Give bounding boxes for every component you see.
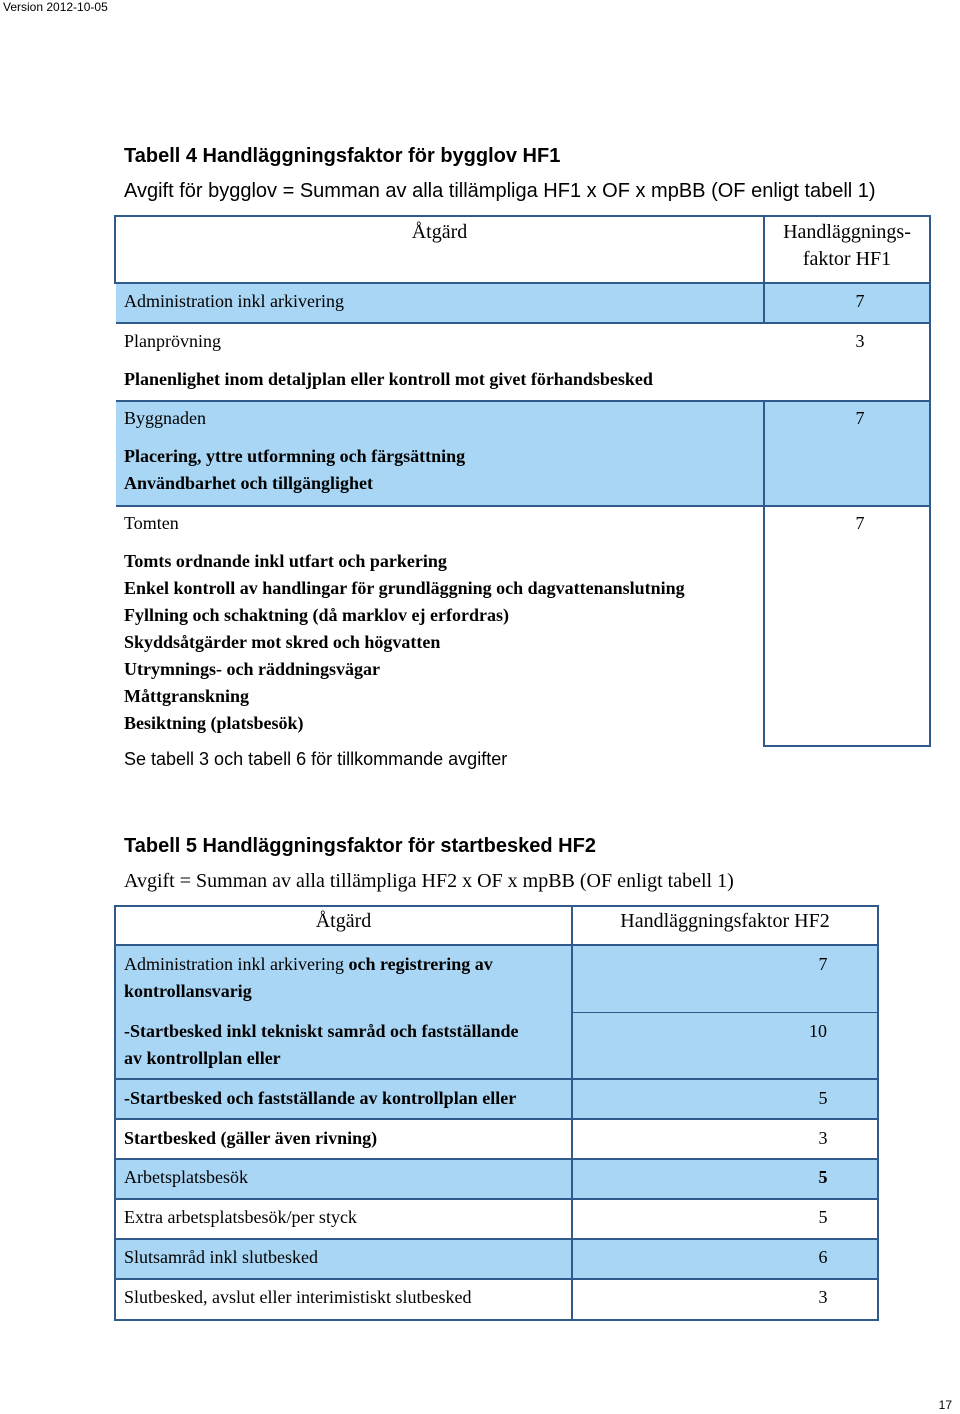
table5-title: Tabell 5 Handläggningsfaktor för startbesked HF2 xyxy=(124,835,596,857)
table4-row-detail: Användbarhet och tillgänglighet xyxy=(124,473,374,493)
table5-row6-value: 5 xyxy=(818,1207,828,1227)
table4-row-detail: Placering, yttre utformning och färgsättning xyxy=(124,446,466,466)
table4-row-detail: Tomts ordnande inkl utfart och parkering xyxy=(124,551,447,571)
table4-row-label: Planprövning xyxy=(124,331,221,351)
table5-row2-value: 10 xyxy=(809,1021,827,1041)
table5-row6-label: Extra arbetsplatsbesök/per styck xyxy=(124,1207,357,1227)
table4-row-label: Administration inkl arkivering xyxy=(124,291,344,311)
table4-footnote: Se tabell 3 och tabell 6 för tillkommande avgifter xyxy=(124,749,508,769)
table5-row8-value: 3 xyxy=(818,1287,828,1307)
table4-header-action: Åtgärd xyxy=(411,221,468,243)
table5-row1-value: 7 xyxy=(818,954,828,974)
table4-row-value: 7 xyxy=(855,408,865,428)
table4-row-detail: Skyddsåtgärder mot skred och högvatten xyxy=(124,632,441,652)
table4-row-detail: Planenlighet inom detaljplan eller kontroll mot givet förhandsbesked xyxy=(124,369,653,389)
table4-row-value: 3 xyxy=(855,331,865,351)
table4-row-label: Tomten xyxy=(124,513,179,533)
table5-row7-line xyxy=(114,1278,879,1280)
table5-row5-line xyxy=(114,1198,879,1200)
table5-row3-value: 5 xyxy=(818,1088,828,1108)
table4-row-detail: Enkel kontroll av handlingar för grundläggning och dagvattenanslutning xyxy=(124,578,685,598)
table5-row1-label-plain: Administration inkl arkivering xyxy=(124,954,349,974)
table5-row3-line xyxy=(114,1118,879,1120)
table4-row-detail: Besiktning (platsbesök) xyxy=(124,713,304,733)
table4-header-factor-2: faktor HF1 xyxy=(802,248,892,270)
table5-row1-label-2: kontrollansvarig xyxy=(124,981,252,1001)
table4-row4-divider xyxy=(763,505,765,747)
table4-row-value: 7 xyxy=(855,513,865,533)
table4-row-detail: Måttgranskning xyxy=(124,686,250,706)
table4-row-detail: Fyllning och schaktning (då marklov ej erfordras) xyxy=(124,605,509,625)
table5-row4-value: 3 xyxy=(818,1128,828,1148)
version-label: Version 2012-10-05 xyxy=(3,0,108,14)
table5-row2-label: -Startbesked inkl tekniskt samråd och fastställande xyxy=(124,1021,519,1041)
table4-formula: Avgift för bygglov = Summan av alla tillämpliga HF1 x OF x mpBB (OF enligt tabell 1) xyxy=(124,180,876,202)
table4-row3-line xyxy=(114,505,931,507)
table5-row1-label-bold: och registrering av xyxy=(348,954,493,974)
table5-header-action: Åtgärd xyxy=(315,910,372,932)
table5-row1-label xyxy=(124,951,493,978)
table4-row-label: Byggnaden xyxy=(124,408,206,428)
table5-formula: Avgift = Summan av alla tillämpliga HF2 x OF x mpBB (OF enligt tabell 1) xyxy=(124,870,734,892)
table4-row-detail: Utrymnings- och räddningsvägar xyxy=(124,659,381,679)
table5-row4-label: Startbesked (gäller även rivning) xyxy=(124,1128,378,1148)
table5-row5-value: 5 xyxy=(818,1167,828,1187)
table5-row2-label-2: av kontrollplan eller xyxy=(124,1048,281,1068)
table4-left-mask xyxy=(112,284,116,749)
table5-header-factor: Handläggningsfaktor HF2 xyxy=(620,910,830,932)
table4-row-value: 7 xyxy=(855,291,865,311)
table5-row7-value: 6 xyxy=(818,1247,828,1267)
table5-row7-label: Slutsamråd inkl slutbesked xyxy=(124,1247,318,1267)
table5-row5-label: Arbetsplatsbesök xyxy=(124,1167,248,1187)
table5-row8-label: Slutbesked, avslut eller interimistiskt slutbesked xyxy=(124,1287,472,1307)
table4-header-factor-1: Handläggnings- xyxy=(783,221,911,243)
table4-title: Tabell 4 Handläggningsfaktor för bygglov HF1 xyxy=(124,145,561,167)
table4-row1-line xyxy=(114,322,931,324)
page-number: 17 xyxy=(938,1398,952,1412)
table5-row3-label: -Startbesked och fastställande av kontrollplan eller xyxy=(124,1088,517,1108)
